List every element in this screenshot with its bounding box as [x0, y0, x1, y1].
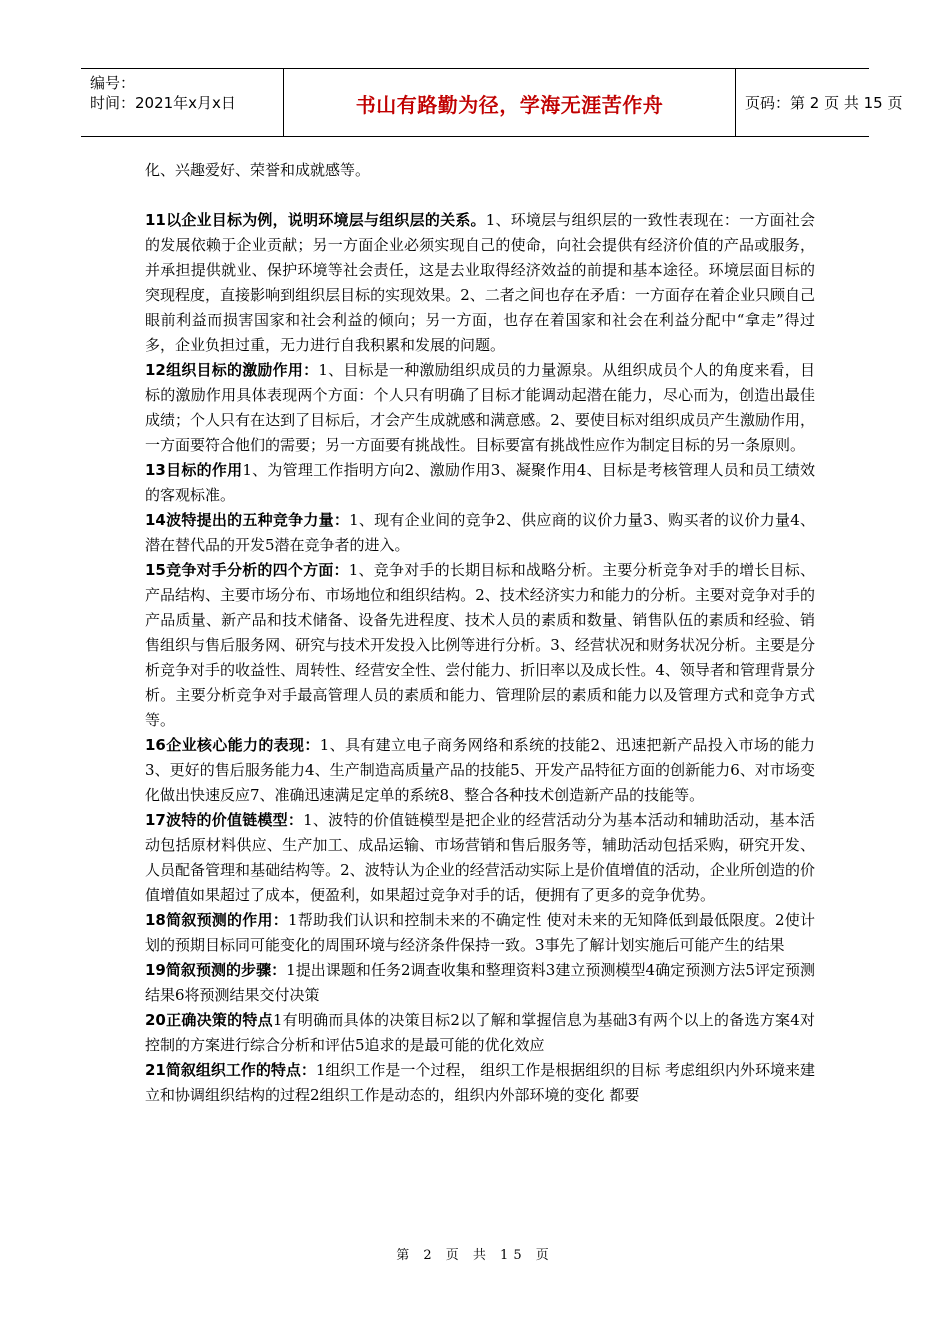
item-title: 20正确决策的特点 [145, 1011, 273, 1029]
item-title: 19简叙预测的步骤： [145, 961, 287, 979]
header-motto-cell [283, 69, 736, 136]
header-page-cell [736, 69, 903, 136]
motto: 书山有路勤为径，学海无涯苦作舟 [355, 93, 664, 117]
item-title: 18简叙预测的作用： [145, 911, 288, 929]
number-label: 编号： [90, 74, 136, 92]
item-text: 1有明确而具体的决策目标2以了解和掌握信息为基础3有两个以上的备选方案4对控制的方案进行综合分析和评估5追求的是最可能的优化效应 [145, 1011, 816, 1054]
item-title: 11以企业目标为例，说明环境层与组织层的关系。 [145, 211, 486, 229]
item-text: 1、波特的价值链模型是把企业的经营活动分为基本活动和辅助活动，基本活动包括原材料供应、生产加工、成品运输、市场营销和售后服务等，辅助活动包括采购，研究开发、人员配备管理和基础结构等。2、波特认为企业的经营活动实际上是价值增值的活动，企业所创造的价值增值如果超过了成本，便盈利，如果超过竞争对手的话，便拥有了更多的竞争优势。 [145, 811, 815, 904]
header-table [81, 68, 903, 137]
item-text: 1、环境层与组织层的一致性表现在：一方面社会的发展依赖于企业贡献；另一方面企业必须实现自己的使命，向社会提供有经济价值的产品或服务，并承担提供就业、保护环境等社会责任，这是去业取得经济效益的前提和基本途径。环境层面目标的突现程度，直接影响到组织层目标的实现效果。2、二者之间也存在矛盾：一方面存在着企业只顾自己眼前利益而损害国家和社会利益的倾向；另一方面，也存在着国家和社会在利益分配中“拿走”得过多，企业负担过重，无力进行自我积累和发展的问题。 [145, 211, 815, 354]
item-title: 13目标的作用 [145, 461, 243, 479]
item-title: 15竞争对手分析的四个方面： [145, 561, 349, 579]
item-20 [145, 1008, 815, 1058]
intro-paragraph: 化、兴趣爱好、荣誉和成就感等。 [145, 161, 371, 179]
item-text: 1、为管理工作指明方向2、激励作用3、凝聚作用4、目标是考核管理人员和员工绩效的客观标准。 [145, 461, 815, 504]
item-text: 1、竞争对手的长期目标和战略分析。主要分析竞争对手的增长目标、产品结构、主要市场分布、市场地位和组织结构。2、技术经济实力和能力的分析。主要对竞争对手的产品质量、新产品和技术储备、设备先进程度、技术人员的素质和数量、销售队伍的素质和经验、销售组织与售后服务网、研究与技术开发投入比例等进行分析。3、经营状况和财务状况分析。主要是分析竞争对手的收益性、周转性、经营安全性、尝付能力、折旧率以及成长性。4、领导者和管理背景分析。主要分析竞争对手最高管理人员的素质和能力、管理阶层的素质和能力以及管理方式和竞争方式等。 [145, 561, 815, 729]
item-18 [145, 908, 815, 958]
header-info-cell [81, 69, 283, 136]
item-13 [145, 458, 815, 508]
item-title: 21简叙组织工作的特点： [145, 1061, 316, 1079]
date-label: 时间：2021年x月x日 [90, 94, 236, 112]
paragraph-gap [145, 183, 815, 208]
item-17 [145, 808, 815, 908]
item-text: 1帮助我们认识和控制未来的不确定性 使对未来的无知降低到最低限度。2使计划的预期目标同可能变化的周围环境与经济条件保持一致。3事先了解计划实施后可能产生的结果 [145, 911, 816, 954]
document-body [145, 158, 815, 1108]
item-15 [145, 558, 815, 733]
item-12 [145, 358, 815, 458]
item-title: 16企业核心能力的表现： [145, 736, 320, 754]
item-21 [145, 1058, 815, 1108]
item-16 [145, 733, 815, 808]
item-title: 12组织目标的激励作用： [145, 361, 319, 379]
item-text: 1提出课题和任务2调查收集和整理资料3建立预测模型4确定预测方法5评定预测结果6将预测结果交付决策 [145, 961, 815, 1004]
item-title: 14波特提出的五种竞争力量： [145, 511, 350, 529]
item-text: 1、现有企业间的竞争2、供应商的议价力量3、购买者的议价力量4、潜在替代品的开发5潜在竞争者的进入。 [145, 511, 815, 554]
item-title: 17波特的价值链模型： [145, 811, 304, 829]
item-14 [145, 508, 815, 558]
item-19 [145, 958, 815, 1008]
item-text: 1、具有建立电子商务网络和系统的技能2、迅速把新产品投入市场的能力3、更好的售后服务能力4、生产制造高质量产品的技能5、开发产品特征方面的创新能力6、对市场变化做出快速反应7、准确迅速满足定单的系统8、整合各种技术创造新产品的技能等。 [145, 736, 815, 804]
page-number-label: 页码：第 2 页 共 15 页 [745, 94, 903, 112]
page-footer: 第 2 页 共 15 页 [396, 1248, 554, 1263]
item-11 [145, 208, 815, 358]
item-text: 1、目标是一种激励组织成员的力量源泉。从组织成员个人的角度来看，目标的激励作用具体表现两个方面：个人只有明确了目标才能调动起潜在能力，尽心而为，创造出最佳成绩；个人只有在达到了目标后，才会产生成就感和满意感。2、要使目标对组织成员产生激励作用，一方面要符合他们的需要；另一方面要有挑战性。目标要富有挑战性应作为制定目标的另一条原则。 [145, 361, 815, 454]
item-text: 1组织工作是一个过程， 组织工作是根据组织的目标 考虑组织内外环境来建立和协调组织结构的过程2组织工作是动态的，组织内外部环境的变化 都要 [145, 1061, 815, 1104]
